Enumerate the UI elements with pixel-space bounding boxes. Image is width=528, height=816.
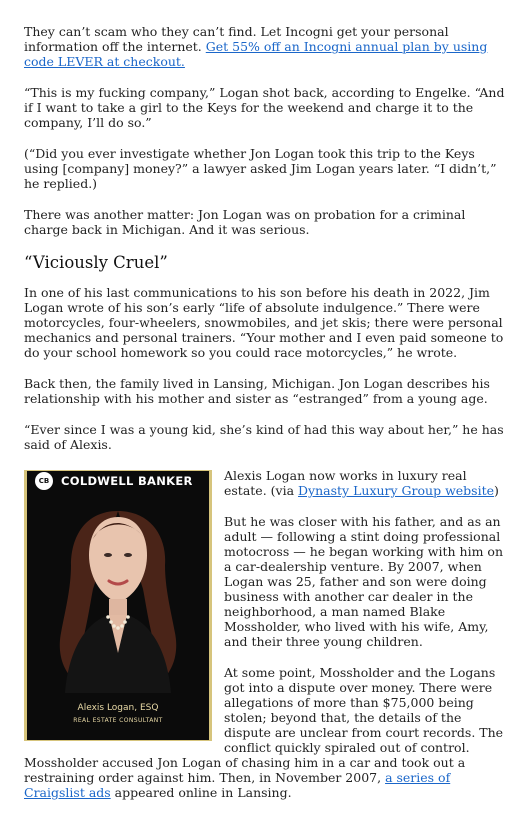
portrait-image — [45, 503, 191, 693]
paragraph: Back then, the family lived in Lansing, Michigan. Jon Logan describes his relationship with his mother and sister as “estranged” from a young age. — [24, 376, 490, 406]
paragraph: “This is my fucking company,” Logan shot back, according to Engelke. “And if I want to take a girl to the Keys for the weekend and charge it to the company, I’ll do so.” — [24, 85, 505, 130]
paragraph: But he was closer with his father, and as an adult — following a stint doing professional motocross — he began working with him on a car-dealership venture. By 2007, when Logan was 25, father and son were doing business with another car dealer in the neighborhood, a man named Blake Mossholder, who lived with his wife, Amy, and their three young children. — [224, 514, 503, 649]
image-name-caption: Alexis Logan, ESQ — [77, 703, 159, 713]
paragraph — [24, 24, 506, 69]
incogni-promo-link[interactable]: Get 55% off an Incogni annual plan by using code LEVER at checkout. — [24, 39, 488, 69]
coldwell-banker-banner — [27, 471, 209, 491]
caption-text: Alexis Logan now works in luxury real estate. (via — [224, 468, 467, 498]
coldwell-banker-logo-icon: CB — [35, 472, 53, 490]
craigslist-ads-link[interactable]: a series of Craigslist ads — [24, 770, 451, 800]
caption-end: ) — [494, 483, 499, 498]
paragraph-text-end: appeared online in Lansing. — [110, 785, 292, 800]
paragraph: There was another matter: Jon Logan was on probation for a criminal charge back in Michigan. And it was serious. — [24, 207, 466, 237]
paragraph-text: They can’t scam who they can’t find. Let Incogni get your personal information off the internet. — [24, 24, 449, 54]
paragraph: (“Did you ever investigate whether Jon Logan took this trip to the Keys using [company] money?” a lawyer asked Jim Logan years later. “I didn’t,” he replied.) — [24, 146, 497, 191]
brand-name: COLDWELL BANKER — [61, 473, 193, 488]
article-body — [24, 24, 506, 816]
paragraph-text: At some point, Mossholder and the Logans got into a dispute over money. There were allegations of more than $75,000 being stolen; beyond that, the details of the dispute are unclear from court records. The conflict quickly spiraled out of control. Mossholder accused Jon Logan of chasing him in a car and took out a restraining order against him. Then, in November 2007, — [24, 665, 504, 785]
paragraph: In one of his last communications to his son before his death in 2022, Jim Logan wrote of his son’s early “life of absolute indulgence.” There were motorcycles, four-wheelers, snowmobiles, and jet skis; there were personal mechanics and personal trainers. “Your mother and I even paid someone to do your school homework so you could race motorcycles,” he wrote. — [24, 285, 504, 360]
image-role-caption: REAL ESTATE CONSULTANT — [73, 717, 163, 724]
alexis-logan-photo — [24, 470, 212, 741]
dynasty-luxury-group-link[interactable]: Dynasty Luxury Group website — [298, 483, 494, 498]
section-heading: “Viciously Cruel” — [24, 253, 168, 272]
paragraph: “Ever since I was a young kid, she’s kind of had this way about her,” he has said of Alexis. — [24, 422, 504, 452]
